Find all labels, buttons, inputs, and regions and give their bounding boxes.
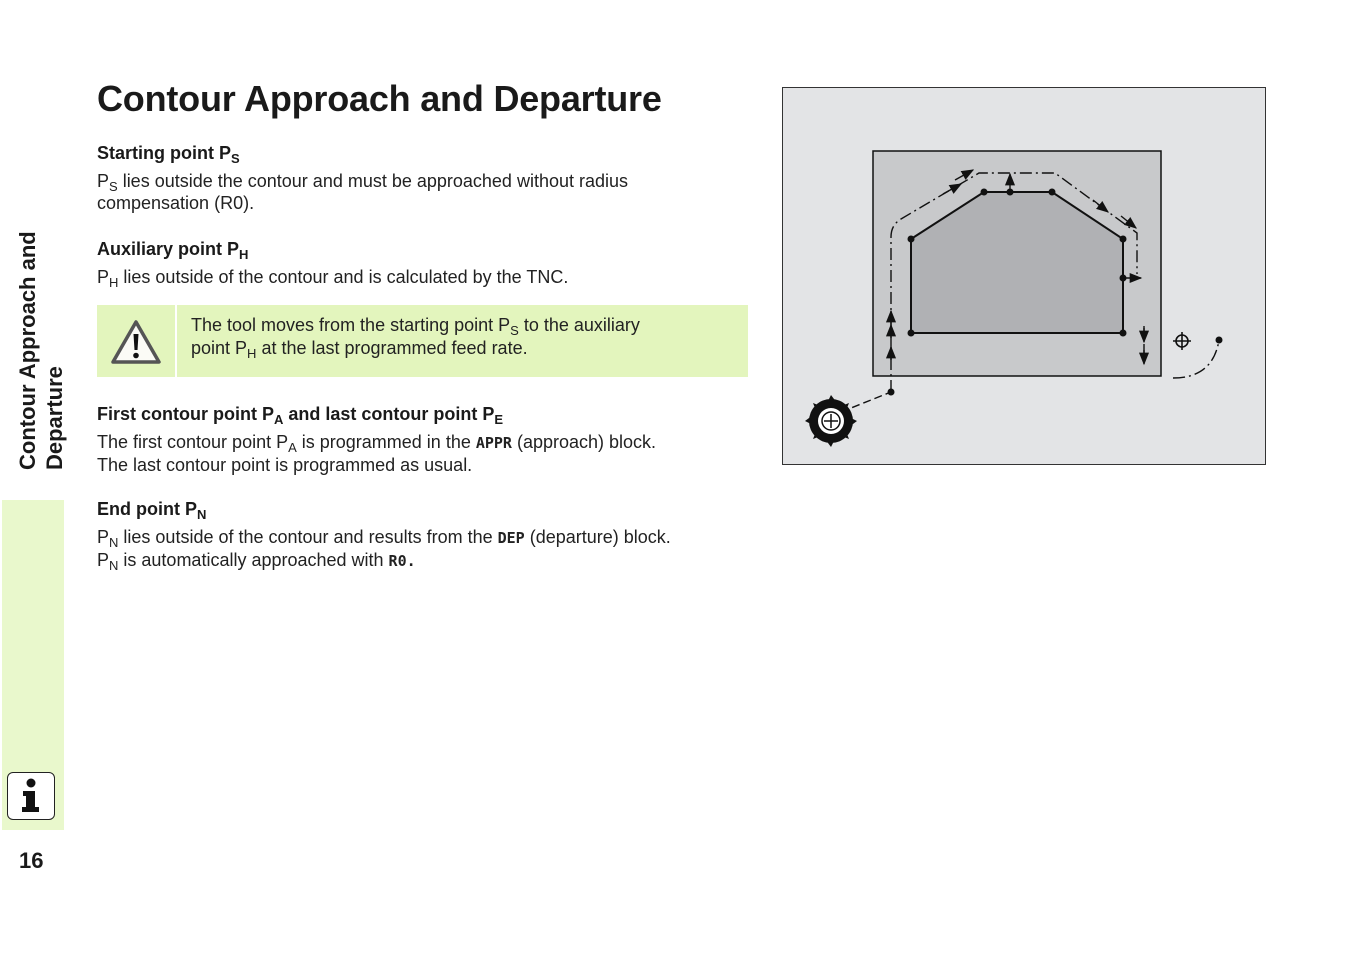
warning-text: The tool moves from the starting point $P_S$ to the auxiliary point $P_H$ at the last programmed feed rate. <box>191 315 640 361</box>
departure-arc <box>1173 340 1219 378</box>
contour-diagram <box>782 87 1266 465</box>
warning-note <box>97 305 748 377</box>
section-body: $P_H$ lies outside of the contour and is calculated by the TNC. <box>97 267 569 290</box>
section-heading: Auxiliary point $P_H$ <box>97 239 249 262</box>
page-number: 16 <box>19 848 44 873</box>
chapter-label-line1: Contour Approach and <box>15 231 40 470</box>
section-body: $P_S$ lies outside the contour and must be approached without radius compensation (R0). <box>97 171 629 213</box>
appr-code: APPR <box>475 434 512 452</box>
section-end-point <box>97 498 757 572</box>
section-auxiliary-point <box>97 238 757 288</box>
target-icon <box>1173 332 1191 350</box>
dep-code: DEP <box>497 529 525 547</box>
section-heading: First contour point $P_A$ and last contour point $P_E$ <box>97 404 504 427</box>
warning-icon-cell <box>97 305 177 377</box>
section-starting-point <box>97 142 757 214</box>
section-heading: End point $P_N$ <box>97 499 207 522</box>
section-contour-points <box>97 403 757 476</box>
info-icon[interactable] <box>7 772 55 820</box>
r0-code: R0. <box>388 552 416 570</box>
info-icon-glyph <box>8 773 53 818</box>
section-heading: Starting point $P_S$ <box>97 143 240 166</box>
section-body: The first contour point $P_A$ is programmed in the APPR (approach) block. The last contour point is programmed as usual. <box>97 432 657 475</box>
milling-cutter-icon <box>805 395 857 447</box>
contour-diagram-svg <box>783 88 1265 464</box>
chapter-label-line2: Departure <box>42 366 67 470</box>
page-title: Contour Approach and Departure <box>97 78 662 119</box>
warning-icon <box>110 319 162 365</box>
section-body: $P_N$ lies outside of the contour and results from the DEP (departure) block. $P_N$ is automatically approached with R0. <box>97 527 671 573</box>
chapter-tab-label <box>14 190 70 470</box>
